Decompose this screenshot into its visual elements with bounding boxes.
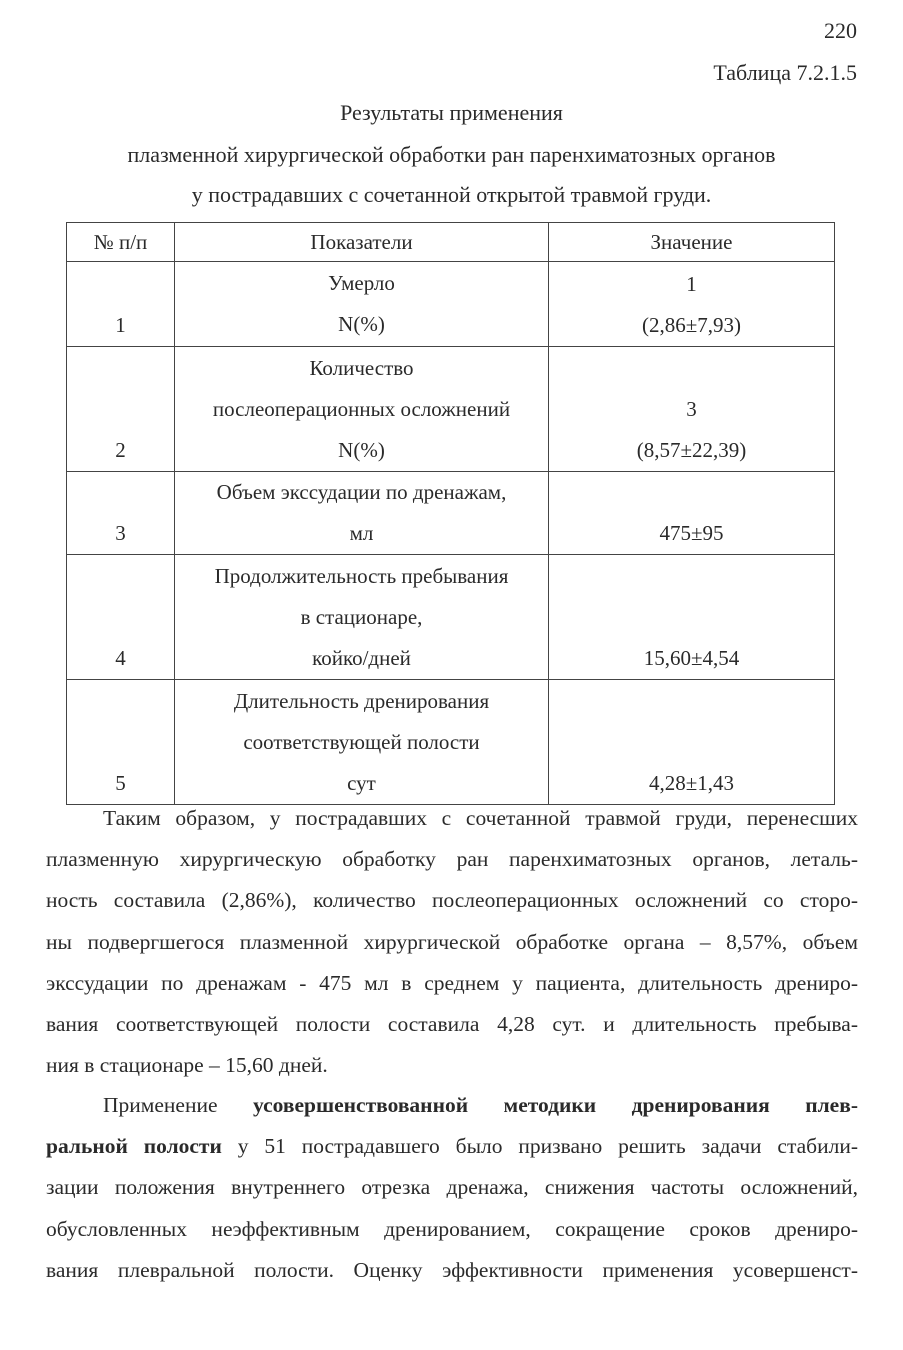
row-value: 475±95 [549, 472, 835, 555]
paragraph-line: плазменную хирургическую обработку ран паренхиматозных органов, леталь- [46, 847, 858, 872]
method-paragraph [46, 1085, 858, 1291]
paragraph-line: вания соответствующей полости составила 4,28 сут. и длительность пребыва- [46, 1012, 858, 1037]
row-indicator: Длительность дренирования соответствующей полости сут [175, 680, 549, 805]
paragraph-line: ния в стационаре – 15,60 дней. [46, 1053, 328, 1078]
row-number: 3 [67, 472, 175, 555]
table-label: Таблица 7.2.1.5 [713, 60, 857, 85]
header-value: Значение [549, 223, 835, 262]
paragraph-line: зации положения внутреннего отрезка дренажа, снижения частоты осложнений, [46, 1175, 858, 1200]
table-row [67, 262, 835, 347]
header-indicators: Показатели [175, 223, 549, 262]
table-caption-line-2: плазменной хирургической обработки ран паренхиматозных органов [127, 142, 776, 167]
row-value: 3 (8,57±22,39) [549, 347, 835, 472]
paragraph-line: Таким образом, у пострадавших с сочетанной травмой груди, перенесших [103, 806, 858, 830]
paragraph-text: Применение [103, 1093, 253, 1117]
bold-method-name: ральной полости [46, 1134, 222, 1159]
row-number: 5 [67, 680, 175, 805]
row-number: 2 [67, 347, 175, 472]
row-number: 1 [67, 262, 175, 347]
row-indicator: Умерло N(%) [175, 262, 549, 347]
row-value: 4,28±1,43 [549, 680, 835, 805]
table-header-row [67, 223, 835, 262]
conclusion-paragraph [46, 798, 858, 1086]
results-table [66, 222, 835, 805]
row-value: 1 (2,86±7,93) [549, 262, 835, 347]
paragraph-line [46, 1085, 858, 1126]
table-row [67, 680, 835, 805]
bold-method-name: усовершенствованной методики дренирования плев- [253, 1093, 858, 1117]
table-row [67, 472, 835, 555]
row-value: 15,60±4,54 [549, 555, 835, 680]
paragraph-text: у 51 пострадавшего было призвано решить задачи стабили- [221, 1134, 859, 1159]
row-indicator: Объем экссудации по дренажам, мл [175, 472, 549, 555]
paragraph-line: ность составила (2,86%), количество послеоперационных осложнений со сторо- [46, 888, 858, 913]
paragraph-line: ны подвергшегося плазменной хирургической обработке органа – 8,57%, объем [46, 929, 858, 954]
row-number: 4 [67, 555, 175, 680]
header-number: № п/п [67, 223, 175, 262]
page-number: 220 [824, 18, 857, 43]
table-row [67, 347, 835, 472]
row-indicator: Продолжительность пребывания в стационаре, койко/дней [175, 555, 549, 680]
paragraph-line: обусловленных неэффективным дренированием, сокращение сроков дрениро- [46, 1216, 858, 1241]
paragraph-line: экссудации по дренажам - 475 мл в среднем у пациента, длительность дрениро- [46, 970, 858, 995]
paragraph-line: вания плевральной полости. Оценку эффективности применения усовершенст- [46, 1257, 858, 1282]
row-indicator: Количество послеоперационных осложнений N(%) [175, 347, 549, 472]
table-caption-line-1: Результаты применения [340, 100, 563, 125]
paragraph-line [46, 1126, 858, 1167]
table-caption-line-3: у пострадавших с сочетанной открытой травмой груди. [191, 182, 712, 207]
table-row [67, 555, 835, 680]
